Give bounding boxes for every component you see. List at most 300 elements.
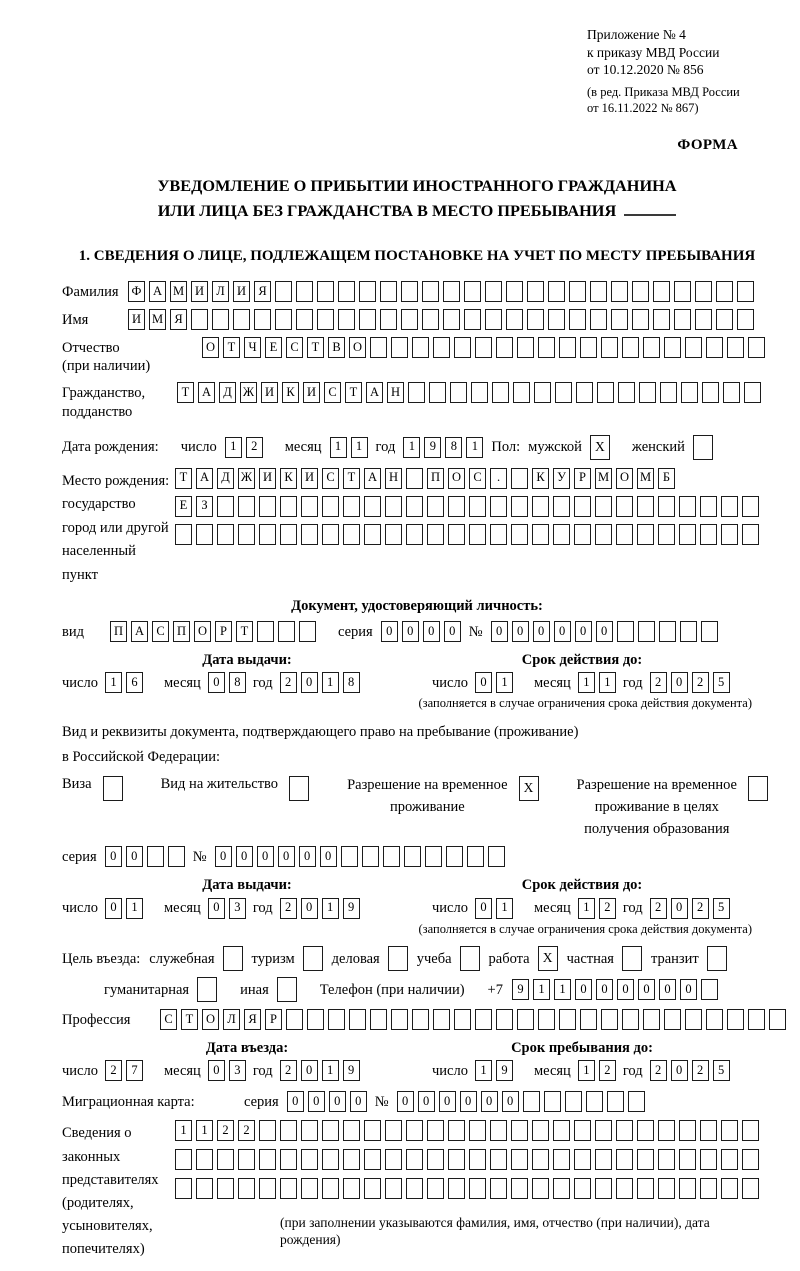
char-cell[interactable] [544,1091,561,1112]
char-cell[interactable]: О [202,1009,219,1030]
char-cell[interactable] [217,1178,234,1199]
char-cell[interactable] [496,337,513,358]
char-cell[interactable] [574,496,591,517]
char-cell[interactable]: 0 [350,1091,367,1112]
char-cell[interactable]: 0 [105,846,122,867]
char-cell[interactable]: П [173,621,190,642]
char-cell[interactable]: 2 [650,1060,667,1081]
char-cell[interactable] [488,846,505,867]
char-cell[interactable] [448,1120,465,1141]
char-cell[interactable] [511,524,528,545]
char-cell[interactable] [280,496,297,517]
char-cell[interactable] [385,1178,402,1199]
char-cell[interactable]: 1 [554,979,571,1000]
char-cell[interactable] [238,496,255,517]
char-cell[interactable] [464,281,481,302]
char-cell[interactable]: Л [223,1009,240,1030]
char-cell[interactable] [628,1091,645,1112]
char-cell[interactable] [511,1120,528,1141]
char-cell[interactable] [196,1149,213,1170]
char-cell[interactable] [475,1009,492,1030]
char-cell[interactable]: Т [181,1009,198,1030]
char-cell[interactable] [653,309,670,330]
char-cell[interactable] [742,524,759,545]
char-cell[interactable]: 1 [578,898,595,919]
char-cell[interactable]: . [490,468,507,489]
char-cell[interactable]: Б [658,468,675,489]
char-cell[interactable] [469,1149,486,1170]
char-cell[interactable]: Л [212,281,229,302]
char-cell[interactable]: И [303,382,320,403]
char-cell[interactable]: 2 [599,898,616,919]
char-cell[interactable]: 7 [126,1060,143,1081]
char-cell[interactable]: 1 [175,1120,192,1141]
char-cell[interactable] [412,1009,429,1030]
char-cell[interactable] [217,496,234,517]
char-cell[interactable] [616,1120,633,1141]
char-cell[interactable] [196,524,213,545]
char-cell[interactable] [233,309,250,330]
char-cell[interactable] [469,1178,486,1199]
char-cell[interactable] [637,524,654,545]
char-cell[interactable]: 0 [460,1091,477,1112]
char-cell[interactable] [401,309,418,330]
char-cell[interactable] [406,524,423,545]
char-cell[interactable]: Р [265,1009,282,1030]
char-cell[interactable]: 0 [575,621,592,642]
char-cell[interactable] [275,281,292,302]
char-cell[interactable] [175,1178,192,1199]
char-cell[interactable]: 3 [229,1060,246,1081]
char-cell[interactable] [391,337,408,358]
char-cell[interactable]: 0 [329,1091,346,1112]
temporary-residence-education-checkbox[interactable] [748,776,768,801]
char-cell[interactable] [586,1091,603,1112]
sex-female-checkbox[interactable] [693,435,713,460]
char-cell[interactable]: 2 [246,437,263,458]
char-cell[interactable] [364,1178,381,1199]
char-cell[interactable] [658,496,675,517]
char-cell[interactable]: 1 [126,898,143,919]
char-cell[interactable] [338,309,355,330]
char-cell[interactable]: Р [215,621,232,642]
purpose-other-checkbox[interactable] [277,977,297,1002]
char-cell[interactable]: Т [345,382,362,403]
char-cell[interactable]: 9 [424,437,441,458]
char-cell[interactable] [532,496,549,517]
char-cell[interactable] [422,309,439,330]
char-cell[interactable] [601,1009,618,1030]
char-cell[interactable] [574,1120,591,1141]
char-cell[interactable] [695,309,712,330]
char-cell[interactable] [296,309,313,330]
char-cell[interactable]: 1 [330,437,347,458]
char-cell[interactable] [611,309,628,330]
char-cell[interactable]: 0 [257,846,274,867]
char-cell[interactable] [681,382,698,403]
char-cell[interactable] [433,1009,450,1030]
char-cell[interactable] [427,1120,444,1141]
char-cell[interactable] [406,1120,423,1141]
char-cell[interactable]: 0 [491,621,508,642]
char-cell[interactable]: 8 [445,437,462,458]
char-cell[interactable] [238,1178,255,1199]
char-cell[interactable]: 1 [496,898,513,919]
char-cell[interactable] [469,496,486,517]
char-cell[interactable]: 0 [301,1060,318,1081]
char-cell[interactable] [506,281,523,302]
char-cell[interactable] [511,1178,528,1199]
char-cell[interactable] [727,337,744,358]
char-cell[interactable] [406,468,423,489]
char-cell[interactable] [513,382,530,403]
char-cell[interactable]: 0 [126,846,143,867]
visa-checkbox[interactable] [103,776,123,801]
char-cell[interactable] [632,309,649,330]
char-cell[interactable] [555,382,572,403]
char-cell[interactable] [702,382,719,403]
char-cell[interactable]: А [149,281,166,302]
char-cell[interactable] [280,1120,297,1141]
char-cell[interactable] [664,1009,681,1030]
char-cell[interactable] [721,1149,738,1170]
char-cell[interactable] [744,382,761,403]
char-cell[interactable] [700,524,717,545]
char-cell[interactable] [742,1149,759,1170]
char-cell[interactable]: Д [217,468,234,489]
char-cell[interactable] [727,1009,744,1030]
char-cell[interactable] [385,1120,402,1141]
char-cell[interactable] [259,1120,276,1141]
char-cell[interactable]: А [198,382,215,403]
char-cell[interactable] [299,621,316,642]
char-cell[interactable]: 1 [475,1060,492,1081]
char-cell[interactable] [362,846,379,867]
char-cell[interactable]: К [280,468,297,489]
char-cell[interactable] [296,281,313,302]
char-cell[interactable] [590,281,607,302]
char-cell[interactable] [595,1149,612,1170]
char-cell[interactable]: О [349,337,366,358]
char-cell[interactable] [534,382,551,403]
char-cell[interactable] [338,281,355,302]
char-cell[interactable]: 6 [126,672,143,693]
char-cell[interactable]: 1 [322,672,339,693]
char-cell[interactable] [574,524,591,545]
char-cell[interactable]: Р [574,468,591,489]
char-cell[interactable] [643,1009,660,1030]
char-cell[interactable]: А [196,468,213,489]
char-cell[interactable] [706,337,723,358]
char-cell[interactable] [217,1149,234,1170]
char-cell[interactable] [590,309,607,330]
char-cell[interactable]: Я [170,309,187,330]
char-cell[interactable] [511,468,528,489]
char-cell[interactable]: 0 [671,672,688,693]
char-cell[interactable] [723,382,740,403]
char-cell[interactable]: 0 [301,672,318,693]
char-cell[interactable] [322,496,339,517]
char-cell[interactable] [721,524,738,545]
char-cell[interactable]: 0 [638,979,655,1000]
char-cell[interactable] [637,496,654,517]
char-cell[interactable]: З [196,496,213,517]
char-cell[interactable] [307,1009,324,1030]
char-cell[interactable] [748,1009,765,1030]
char-cell[interactable] [660,382,677,403]
char-cell[interactable] [485,281,502,302]
char-cell[interactable] [680,621,697,642]
char-cell[interactable]: 9 [343,898,360,919]
char-cell[interactable] [406,1149,423,1170]
char-cell[interactable] [469,1120,486,1141]
char-cell[interactable]: Е [175,496,192,517]
char-cell[interactable]: И [261,382,278,403]
char-cell[interactable] [548,309,565,330]
char-cell[interactable] [523,1091,540,1112]
char-cell[interactable] [343,1178,360,1199]
char-cell[interactable]: 0 [596,621,613,642]
char-cell[interactable] [595,1178,612,1199]
char-cell[interactable] [597,382,614,403]
char-cell[interactable]: О [194,621,211,642]
char-cell[interactable] [322,1120,339,1141]
char-cell[interactable] [569,309,586,330]
char-cell[interactable] [517,1009,534,1030]
char-cell[interactable]: 0 [596,979,613,1000]
char-cell[interactable]: О [616,468,633,489]
char-cell[interactable] [490,1149,507,1170]
char-cell[interactable] [616,496,633,517]
char-cell[interactable] [343,524,360,545]
char-cell[interactable] [328,1009,345,1030]
char-cell[interactable]: 5 [713,1060,730,1081]
char-cell[interactable]: 9 [512,979,529,1000]
char-cell[interactable] [721,1178,738,1199]
char-cell[interactable] [574,1178,591,1199]
char-cell[interactable] [343,496,360,517]
char-cell[interactable] [427,1178,444,1199]
char-cell[interactable] [737,309,754,330]
char-cell[interactable]: 1 [496,672,513,693]
char-cell[interactable] [553,496,570,517]
char-cell[interactable] [548,281,565,302]
char-cell[interactable] [538,337,555,358]
char-cell[interactable]: 2 [217,1120,234,1141]
char-cell[interactable]: 0 [617,979,634,1000]
char-cell[interactable]: 2 [105,1060,122,1081]
char-cell[interactable] [637,1149,654,1170]
char-cell[interactable] [217,524,234,545]
char-cell[interactable] [454,1009,471,1030]
char-cell[interactable]: 0 [418,1091,435,1112]
char-cell[interactable] [695,281,712,302]
char-cell[interactable] [485,309,502,330]
char-cell[interactable]: Ж [240,382,257,403]
char-cell[interactable] [553,1120,570,1141]
char-cell[interactable] [364,1149,381,1170]
char-cell[interactable] [617,621,634,642]
char-cell[interactable] [716,281,733,302]
char-cell[interactable]: П [427,468,444,489]
char-cell[interactable]: К [532,468,549,489]
char-cell[interactable] [721,496,738,517]
char-cell[interactable]: 2 [238,1120,255,1141]
char-cell[interactable]: С [322,468,339,489]
char-cell[interactable] [301,1149,318,1170]
char-cell[interactable] [443,281,460,302]
char-cell[interactable] [446,846,463,867]
char-cell[interactable] [674,281,691,302]
char-cell[interactable] [433,337,450,358]
char-cell[interactable]: 0 [671,1060,688,1081]
char-cell[interactable] [574,1149,591,1170]
char-cell[interactable]: 1 [533,979,550,1000]
char-cell[interactable]: К [282,382,299,403]
char-cell[interactable]: Ф [128,281,145,302]
char-cell[interactable]: 0 [208,898,225,919]
char-cell[interactable]: 0 [320,846,337,867]
char-cell[interactable] [490,1120,507,1141]
char-cell[interactable] [343,1149,360,1170]
char-cell[interactable] [532,1178,549,1199]
char-cell[interactable] [385,524,402,545]
char-cell[interactable] [685,337,702,358]
purpose-study-checkbox[interactable] [460,946,480,971]
char-cell[interactable]: 0 [308,1091,325,1112]
char-cell[interactable]: 0 [575,979,592,1000]
char-cell[interactable] [259,524,276,545]
char-cell[interactable]: 0 [287,1091,304,1112]
char-cell[interactable] [380,309,397,330]
char-cell[interactable]: С [160,1009,177,1030]
residence-permit-checkbox[interactable] [289,776,309,801]
char-cell[interactable]: М [637,468,654,489]
char-cell[interactable] [658,1149,675,1170]
char-cell[interactable]: И [128,309,145,330]
char-cell[interactable] [370,1009,387,1030]
char-cell[interactable]: 0 [402,621,419,642]
char-cell[interactable] [638,621,655,642]
char-cell[interactable]: С [286,337,303,358]
purpose-commercial-checkbox[interactable] [388,946,408,971]
char-cell[interactable] [490,524,507,545]
char-cell[interactable] [359,281,376,302]
char-cell[interactable] [674,309,691,330]
char-cell[interactable] [450,382,467,403]
char-cell[interactable] [527,281,544,302]
char-cell[interactable] [490,496,507,517]
char-cell[interactable]: 0 [671,898,688,919]
char-cell[interactable]: 5 [713,898,730,919]
char-cell[interactable] [322,524,339,545]
char-cell[interactable]: Н [387,382,404,403]
char-cell[interactable] [212,309,229,330]
char-cell[interactable] [532,1149,549,1170]
char-cell[interactable]: П [110,621,127,642]
char-cell[interactable] [322,1178,339,1199]
char-cell[interactable] [275,309,292,330]
char-cell[interactable]: Т [177,382,194,403]
char-cell[interactable] [700,496,717,517]
char-cell[interactable]: 8 [229,672,246,693]
char-cell[interactable] [532,524,549,545]
char-cell[interactable] [769,1009,786,1030]
char-cell[interactable]: И [191,281,208,302]
char-cell[interactable] [716,309,733,330]
char-cell[interactable]: В [328,337,345,358]
char-cell[interactable] [280,1178,297,1199]
char-cell[interactable] [679,524,696,545]
char-cell[interactable] [538,1009,555,1030]
char-cell[interactable] [553,524,570,545]
char-cell[interactable] [490,1178,507,1199]
char-cell[interactable]: А [131,621,148,642]
char-cell[interactable]: У [553,468,570,489]
char-cell[interactable] [448,1149,465,1170]
char-cell[interactable] [679,496,696,517]
char-cell[interactable] [408,382,425,403]
purpose-work-checkbox[interactable]: X [538,946,558,971]
char-cell[interactable]: 1 [225,437,242,458]
char-cell[interactable] [317,309,334,330]
char-cell[interactable] [259,1149,276,1170]
char-cell[interactable]: Д [219,382,236,403]
char-cell[interactable]: С [324,382,341,403]
char-cell[interactable]: 0 [680,979,697,1000]
char-cell[interactable]: 3 [229,898,246,919]
char-cell[interactable] [653,281,670,302]
char-cell[interactable] [322,1149,339,1170]
char-cell[interactable] [742,1178,759,1199]
char-cell[interactable] [700,1149,717,1170]
char-cell[interactable]: 0 [502,1091,519,1112]
char-cell[interactable]: 2 [650,672,667,693]
char-cell[interactable] [359,309,376,330]
char-cell[interactable]: А [366,382,383,403]
char-cell[interactable]: 8 [343,672,360,693]
char-cell[interactable]: 2 [692,898,709,919]
char-cell[interactable]: Ч [244,337,261,358]
char-cell[interactable]: 0 [236,846,253,867]
char-cell[interactable] [443,309,460,330]
char-cell[interactable]: 2 [599,1060,616,1081]
char-cell[interactable] [607,1091,624,1112]
char-cell[interactable] [742,496,759,517]
char-cell[interactable]: О [448,468,465,489]
char-cell[interactable] [259,1178,276,1199]
char-cell[interactable] [448,496,465,517]
char-cell[interactable]: А [364,468,381,489]
char-cell[interactable]: 0 [208,1060,225,1081]
char-cell[interactable] [679,1120,696,1141]
char-cell[interactable]: 0 [444,621,461,642]
char-cell[interactable] [175,1149,192,1170]
char-cell[interactable] [370,337,387,358]
char-cell[interactable] [701,621,718,642]
char-cell[interactable] [238,524,255,545]
char-cell[interactable] [701,979,718,1000]
char-cell[interactable] [658,1178,675,1199]
char-cell[interactable] [471,382,488,403]
char-cell[interactable] [559,1009,576,1030]
char-cell[interactable]: 0 [381,621,398,642]
char-cell[interactable]: 0 [397,1091,414,1112]
char-cell[interactable]: Я [254,281,271,302]
char-cell[interactable] [422,281,439,302]
char-cell[interactable]: 0 [481,1091,498,1112]
purpose-private-checkbox[interactable] [622,946,642,971]
